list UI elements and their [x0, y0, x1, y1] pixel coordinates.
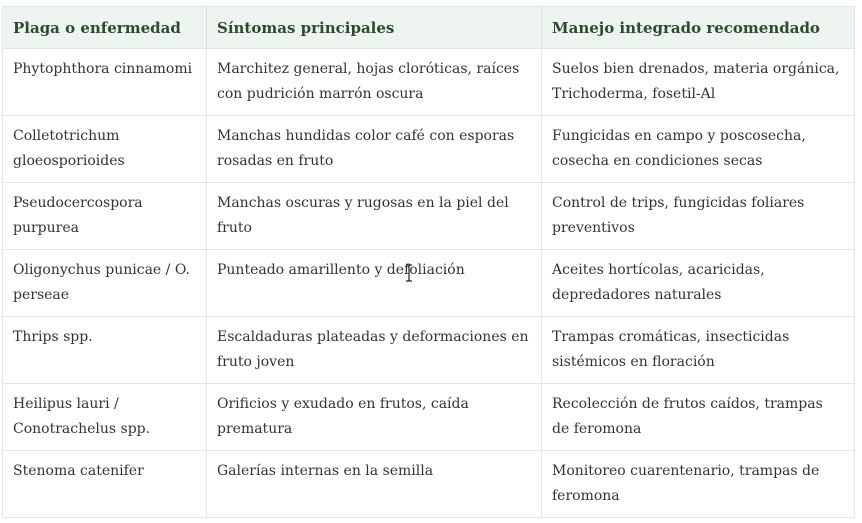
- cell-symptoms: Punteado amarillento y defoliación: [207, 250, 542, 317]
- table-row: [3, 183, 855, 250]
- cell-symptoms: Manchas oscuras y rugosas en la piel del fruto: [207, 183, 542, 250]
- pest-table-container: [2, 6, 854, 518]
- table-row: [3, 317, 855, 384]
- table-row: [3, 116, 855, 183]
- cell-pest: Oligonychus punicae / O. perseae: [3, 250, 207, 317]
- cell-management: Suelos bien drenados, materia orgánica, Trichoderma, fosetil-Al: [542, 49, 855, 116]
- cell-symptoms: Manchas hundidas color café con esporas rosadas en fruto: [207, 116, 542, 183]
- header-symptoms: Síntomas principales: [207, 7, 542, 49]
- header-pest: Plaga o enfermedad: [3, 7, 207, 49]
- cell-pest: Pseudocercospora purpurea: [3, 183, 207, 250]
- cell-management: Monitoreo cuarentenario, trampas de feromona: [542, 451, 855, 518]
- cell-pest: Stenoma catenifer: [3, 451, 207, 518]
- cell-management: Control de trips, fungicidas foliares preventivos: [542, 183, 855, 250]
- cell-symptoms: Galerías internas en la semilla: [207, 451, 542, 518]
- cell-pest: Phytophthora cinnamomi: [3, 49, 207, 116]
- cell-symptoms: Marchitez general, hojas cloróticas, raíces con pudrición marrón oscura: [207, 49, 542, 116]
- cell-pest: Colletotrichum gloeosporioides: [3, 116, 207, 183]
- text-cursor-icon: [405, 264, 413, 282]
- cell-management: Fungicidas en campo y poscosecha, cosecha en condiciones secas: [542, 116, 855, 183]
- table-row: [3, 49, 855, 116]
- cell-pest: Thrips spp.: [3, 317, 207, 384]
- header-management: Manejo integrado recomendado: [542, 7, 855, 49]
- cell-management: Aceites hortícolas, acaricidas, depredadores naturales: [542, 250, 855, 317]
- cell-symptoms: Escaldaduras plateadas y deformaciones en fruto joven: [207, 317, 542, 384]
- table-row: [3, 451, 855, 518]
- cell-pest: Heilipus lauri / Conotrachelus spp.: [3, 384, 207, 451]
- cell-management: Recolección de frutos caídos, trampas de feromona: [542, 384, 855, 451]
- cell-symptoms: Orificios y exudado en frutos, caída prematura: [207, 384, 542, 451]
- cell-management: Trampas cromáticas, insecticidas sistémicos en floración: [542, 317, 855, 384]
- table-row: [3, 250, 855, 317]
- table-header-row: [3, 7, 855, 49]
- pest-disease-table: [2, 6, 855, 518]
- table-row: [3, 384, 855, 451]
